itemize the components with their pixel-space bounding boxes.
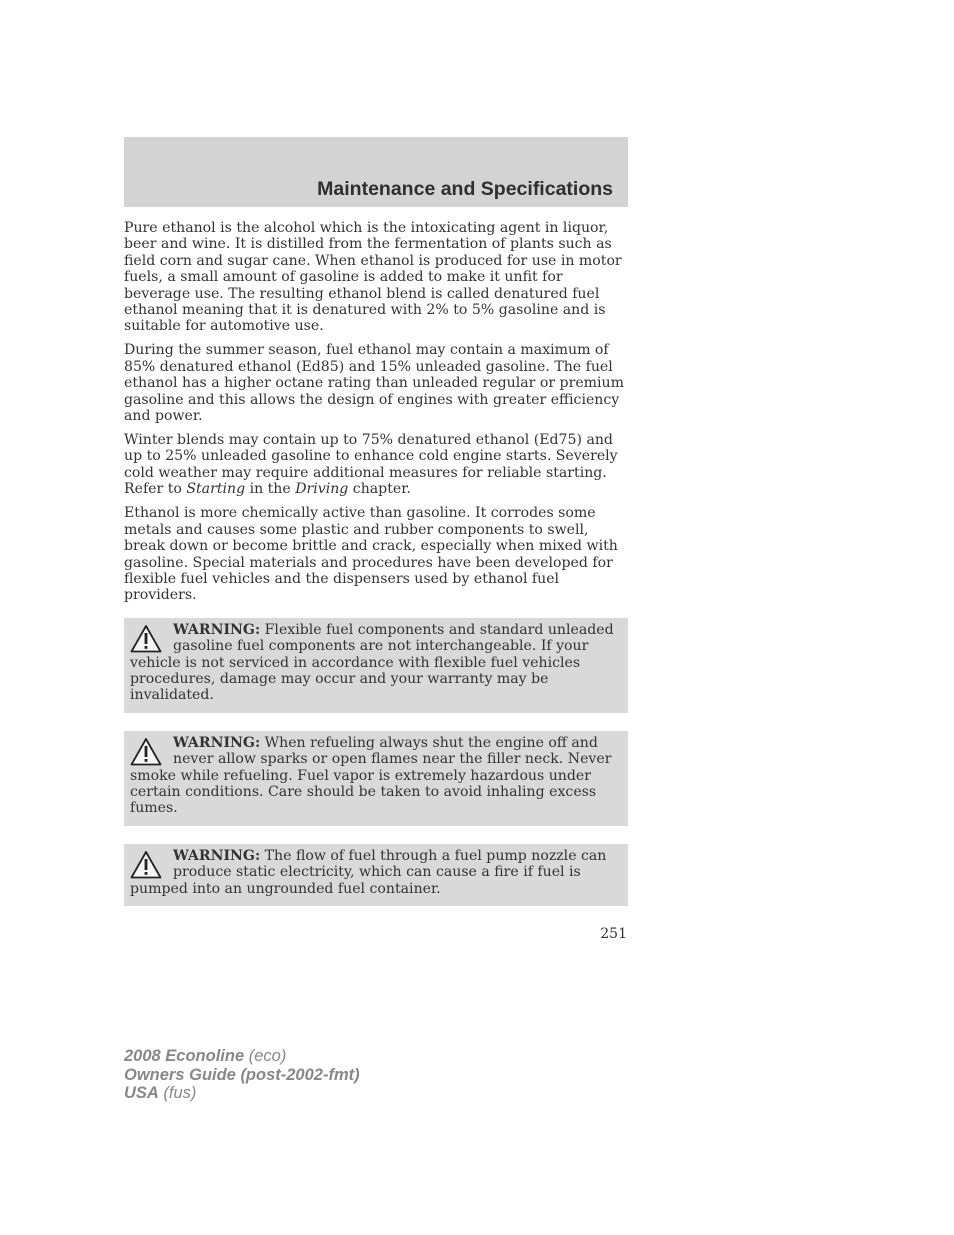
paragraph-winter-blends: Winter blends may contain up to 75% denatured ethanol (Ed75) and up to 25% unleaded gasoline to enhance cold engine starts. Severely cold weather may require additional measures for reliable starting. Refer to Starting in the Driving chapter. [124,432,618,498]
paragraph-pure-ethanol: Pure ethanol is the alcohol which is the intoxicating agent in liquor, beer and wine. It is distilled from the fermentation of plants such as field corn and sugar cane. When ethanol is produced for use in motor fuels, a small amount of gasoline is added to make it unfit for beverage use. The resulting ethanol blend is called denatured fuel ethanol meaning that it is denatured with 2% to 5% gasoline and is suitable for automotive use. [124,220,622,335]
footer-line-market: USA (fus) [124,1084,197,1102]
warning-triangle-icon [130,737,162,767]
warning-triangle-icon [130,624,162,654]
paragraph-summer-season: During the summer season, fuel ethanol may contain a maximum of 85% denatured ethanol (Ed85) and 15% unleaded gasoline. The fuel ethanol has a higher octane rating than unleaded regular or premium gasoline and this allows the design of engines with greater efficiency and power. [124,342,624,425]
footer-line-guide: Owners Guide (post-2002-fmt) [124,1065,360,1084]
section-header [124,137,628,207]
page-content [124,220,628,924]
warning-box [124,844,628,906]
warning-box [124,731,628,826]
warning-box [124,618,628,713]
footer-doc-info [124,1047,360,1103]
page-number: 251 [600,926,627,942]
warning-triangle-icon [130,850,162,880]
warning-label: WARNING: [173,621,261,638]
section-title: Maintenance and Specifications [317,178,613,200]
warning-text: Flexible fuel components and standard unleaded gasoline fuel components are not interchangeable. If your vehicle is not serviced in accordance with flexible fuel vehicles procedures, damage may occur and your warranty may be invalidated. [130,621,614,704]
footer-line-model: 2008 Econoline (eco) [124,1047,287,1065]
warning-text: When refueling always shut the engine off and never allow sparks or open flames near the filler neck. Never smoke while refueling. Fuel vapor is extremely hazardous under certain conditions. Care should be taken to avoid inhaling excess fumes. [130,734,612,817]
paragraph-chemically-active: Ethanol is more chemically active than gasoline. It corrodes some metals and causes some plastic and rubber components to swell, break down or become brittle and crack, especially when mixed with gasoline. Special materials and procedures have been developed for flexible fuel vehicles and the dispensers used by ethanol fuel providers. [124,505,618,604]
starting-reference: Starting [186,481,246,498]
warning-text: The flow of fuel through a fuel pump nozzle can produce static electricity, which can cause a fire if fuel is pumped into an ungrounded fuel container. [130,847,607,897]
warning-label: WARNING: [173,847,261,864]
driving-reference: Driving [295,481,349,498]
warning-label: WARNING: [173,734,261,751]
